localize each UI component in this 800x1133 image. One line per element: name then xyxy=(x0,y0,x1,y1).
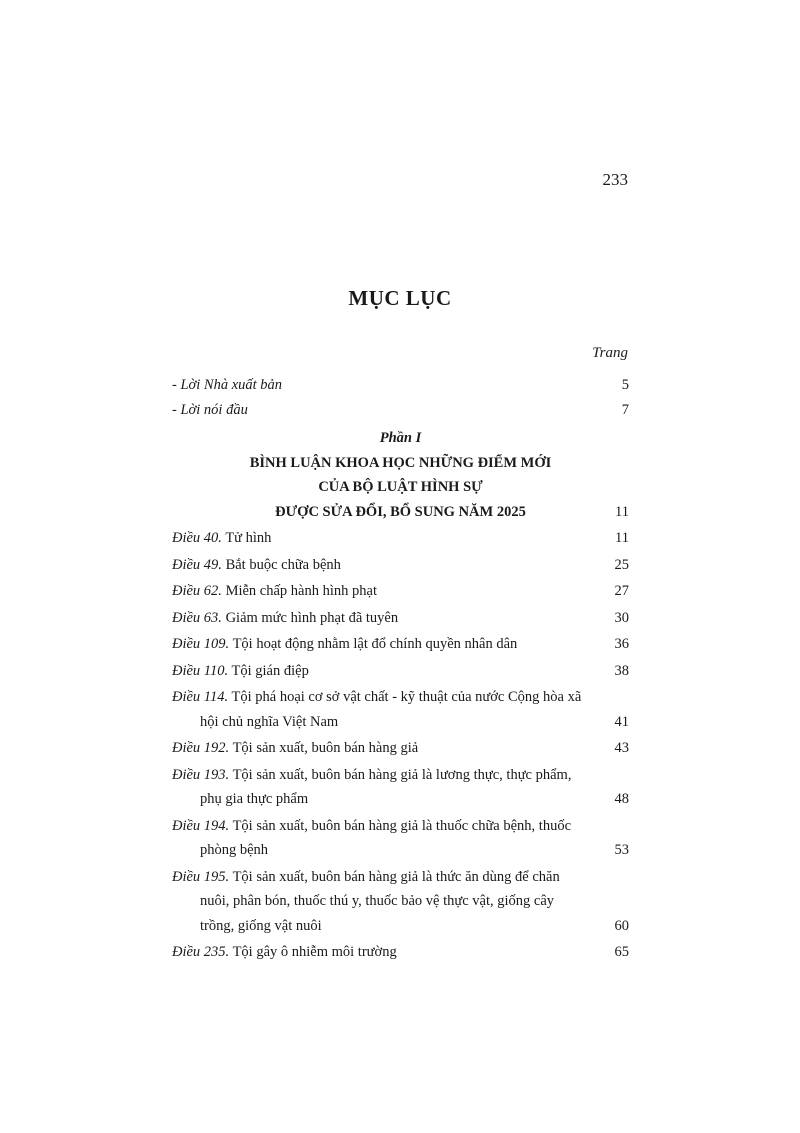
article-title: Tội gây ô nhiễm môi trường xyxy=(232,944,397,960)
toc-entry-page: 30 xyxy=(614,609,629,626)
toc-entry-label xyxy=(172,940,589,965)
toc-entry-page: 5 xyxy=(621,377,629,393)
page-number: 233 xyxy=(602,170,628,189)
article-title: Tội gián điệp xyxy=(231,662,309,679)
toc-entry-article xyxy=(172,632,629,657)
toc-entry-page: 25 xyxy=(614,556,629,573)
article-title: Giảm mức hình phạt đã tuyên xyxy=(225,609,399,626)
article-title: Miễn chấp hành hình phạt xyxy=(225,583,377,599)
toc-entry-article xyxy=(172,606,629,631)
article-number: Điều 192. xyxy=(172,740,230,756)
article-title: Tội sản xuất, buôn bán hàng giả là thuốc chữa bệnh, thuốc phòng bệnh xyxy=(200,817,572,858)
toc-entry-article xyxy=(172,526,629,551)
toc-entry-page: 43 xyxy=(614,740,629,756)
article-number: Điều 109. xyxy=(172,636,230,652)
article-number: Điều 40. xyxy=(172,530,222,546)
toc-entry-label xyxy=(172,685,589,734)
toc-entry-publisher-foreword xyxy=(172,373,629,398)
article-number: Điều 114. xyxy=(172,689,229,705)
article-number: Điều 62. xyxy=(172,583,222,599)
part-number: Phần I xyxy=(379,430,422,446)
article-number: Điều 110. xyxy=(172,662,229,679)
toc-entry-label xyxy=(172,579,589,604)
article-title: Bắt buộc chữa bệnh xyxy=(225,556,341,573)
part-title-line: BÌNH LUẬN KHOA HỌC NHỮNG ĐIỂM MỚI xyxy=(249,454,552,471)
article-title: Tử hình xyxy=(225,530,272,546)
page-title: MỤC LỤC xyxy=(348,286,452,310)
toc-entry-page: 38 xyxy=(614,662,629,679)
toc-part-heading xyxy=(172,426,629,524)
toc-entry-page: 53 xyxy=(614,842,629,858)
toc-entry-page: 27 xyxy=(614,583,629,599)
toc-entry-article xyxy=(172,940,629,965)
article-number: Điều 193. xyxy=(172,766,230,783)
article-title: Tội sản xuất, buôn bán hàng giả xyxy=(232,740,419,756)
article-number: Điều 49. xyxy=(172,556,222,573)
toc-entry-article xyxy=(172,865,629,939)
toc-entry-page: 60 xyxy=(614,917,629,934)
toc-entry-page: 11 xyxy=(615,530,629,546)
toc-entry-article xyxy=(172,579,629,604)
toc-entry-label: - Lời nói đầu xyxy=(172,401,248,418)
article-title: Tội sản xuất, buôn bán hàng giả là thức ăn dùng để chăn nuôi, phân bón, thuốc thú y, thuốc bảo vệ thực vật, giống cây trồng, giống vật nuôi xyxy=(200,868,560,934)
toc-entry-article xyxy=(172,814,629,863)
toc-entry-article xyxy=(172,763,629,812)
toc-entry-page: 11 xyxy=(615,503,629,520)
toc-entry-page: 7 xyxy=(621,401,629,418)
article-number: Điều 195. xyxy=(172,868,230,885)
page-column-label: Trang xyxy=(592,345,628,361)
article-number: Điều 194. xyxy=(172,817,230,834)
toc-entry-article xyxy=(172,685,629,734)
table-of-contents xyxy=(172,373,629,967)
toc-entry-page: 48 xyxy=(614,791,629,807)
part-title-line: ĐƯỢC SỬA ĐỔI, BỔ SUNG NĂM 2025 xyxy=(275,503,526,520)
article-number: Điều 235. xyxy=(172,944,230,960)
article-title: Tội sản xuất, buôn bán hàng giả là lương thực, thực phẩm, phụ gia thực phẩm xyxy=(200,766,572,807)
toc-entry-label xyxy=(172,553,589,578)
toc-entry-article xyxy=(172,659,629,684)
toc-entry-label xyxy=(172,814,589,863)
toc-entry-label xyxy=(172,659,589,684)
toc-entry-label xyxy=(172,763,589,812)
article-title: Tội hoạt động nhằm lật đổ chính quyền nhân dân xyxy=(232,636,518,652)
article-number: Điều 63. xyxy=(172,609,222,626)
part-title-line: CỦA BỘ LUẬT HÌNH SỰ xyxy=(318,479,483,495)
toc-entry-label xyxy=(172,606,589,631)
toc-entry-article xyxy=(172,553,629,578)
toc-entry-label xyxy=(172,632,589,657)
toc-entry-page: 65 xyxy=(614,944,629,960)
toc-entry-label: - Lời Nhà xuất bản xyxy=(172,377,283,393)
toc-entry-preface xyxy=(172,398,629,423)
toc-entry-label xyxy=(172,736,589,761)
toc-entry-article xyxy=(172,736,629,761)
toc-entry-page: 41 xyxy=(614,713,629,730)
toc-entry-page: 36 xyxy=(614,636,629,652)
toc-entry-label xyxy=(172,526,589,551)
toc-entry-label xyxy=(172,865,589,939)
article-title: Tội phá hoại cơ sở vật chất - kỹ thuật của nước Cộng hòa xã hội chủ nghĩa Việt Nam xyxy=(200,689,582,730)
